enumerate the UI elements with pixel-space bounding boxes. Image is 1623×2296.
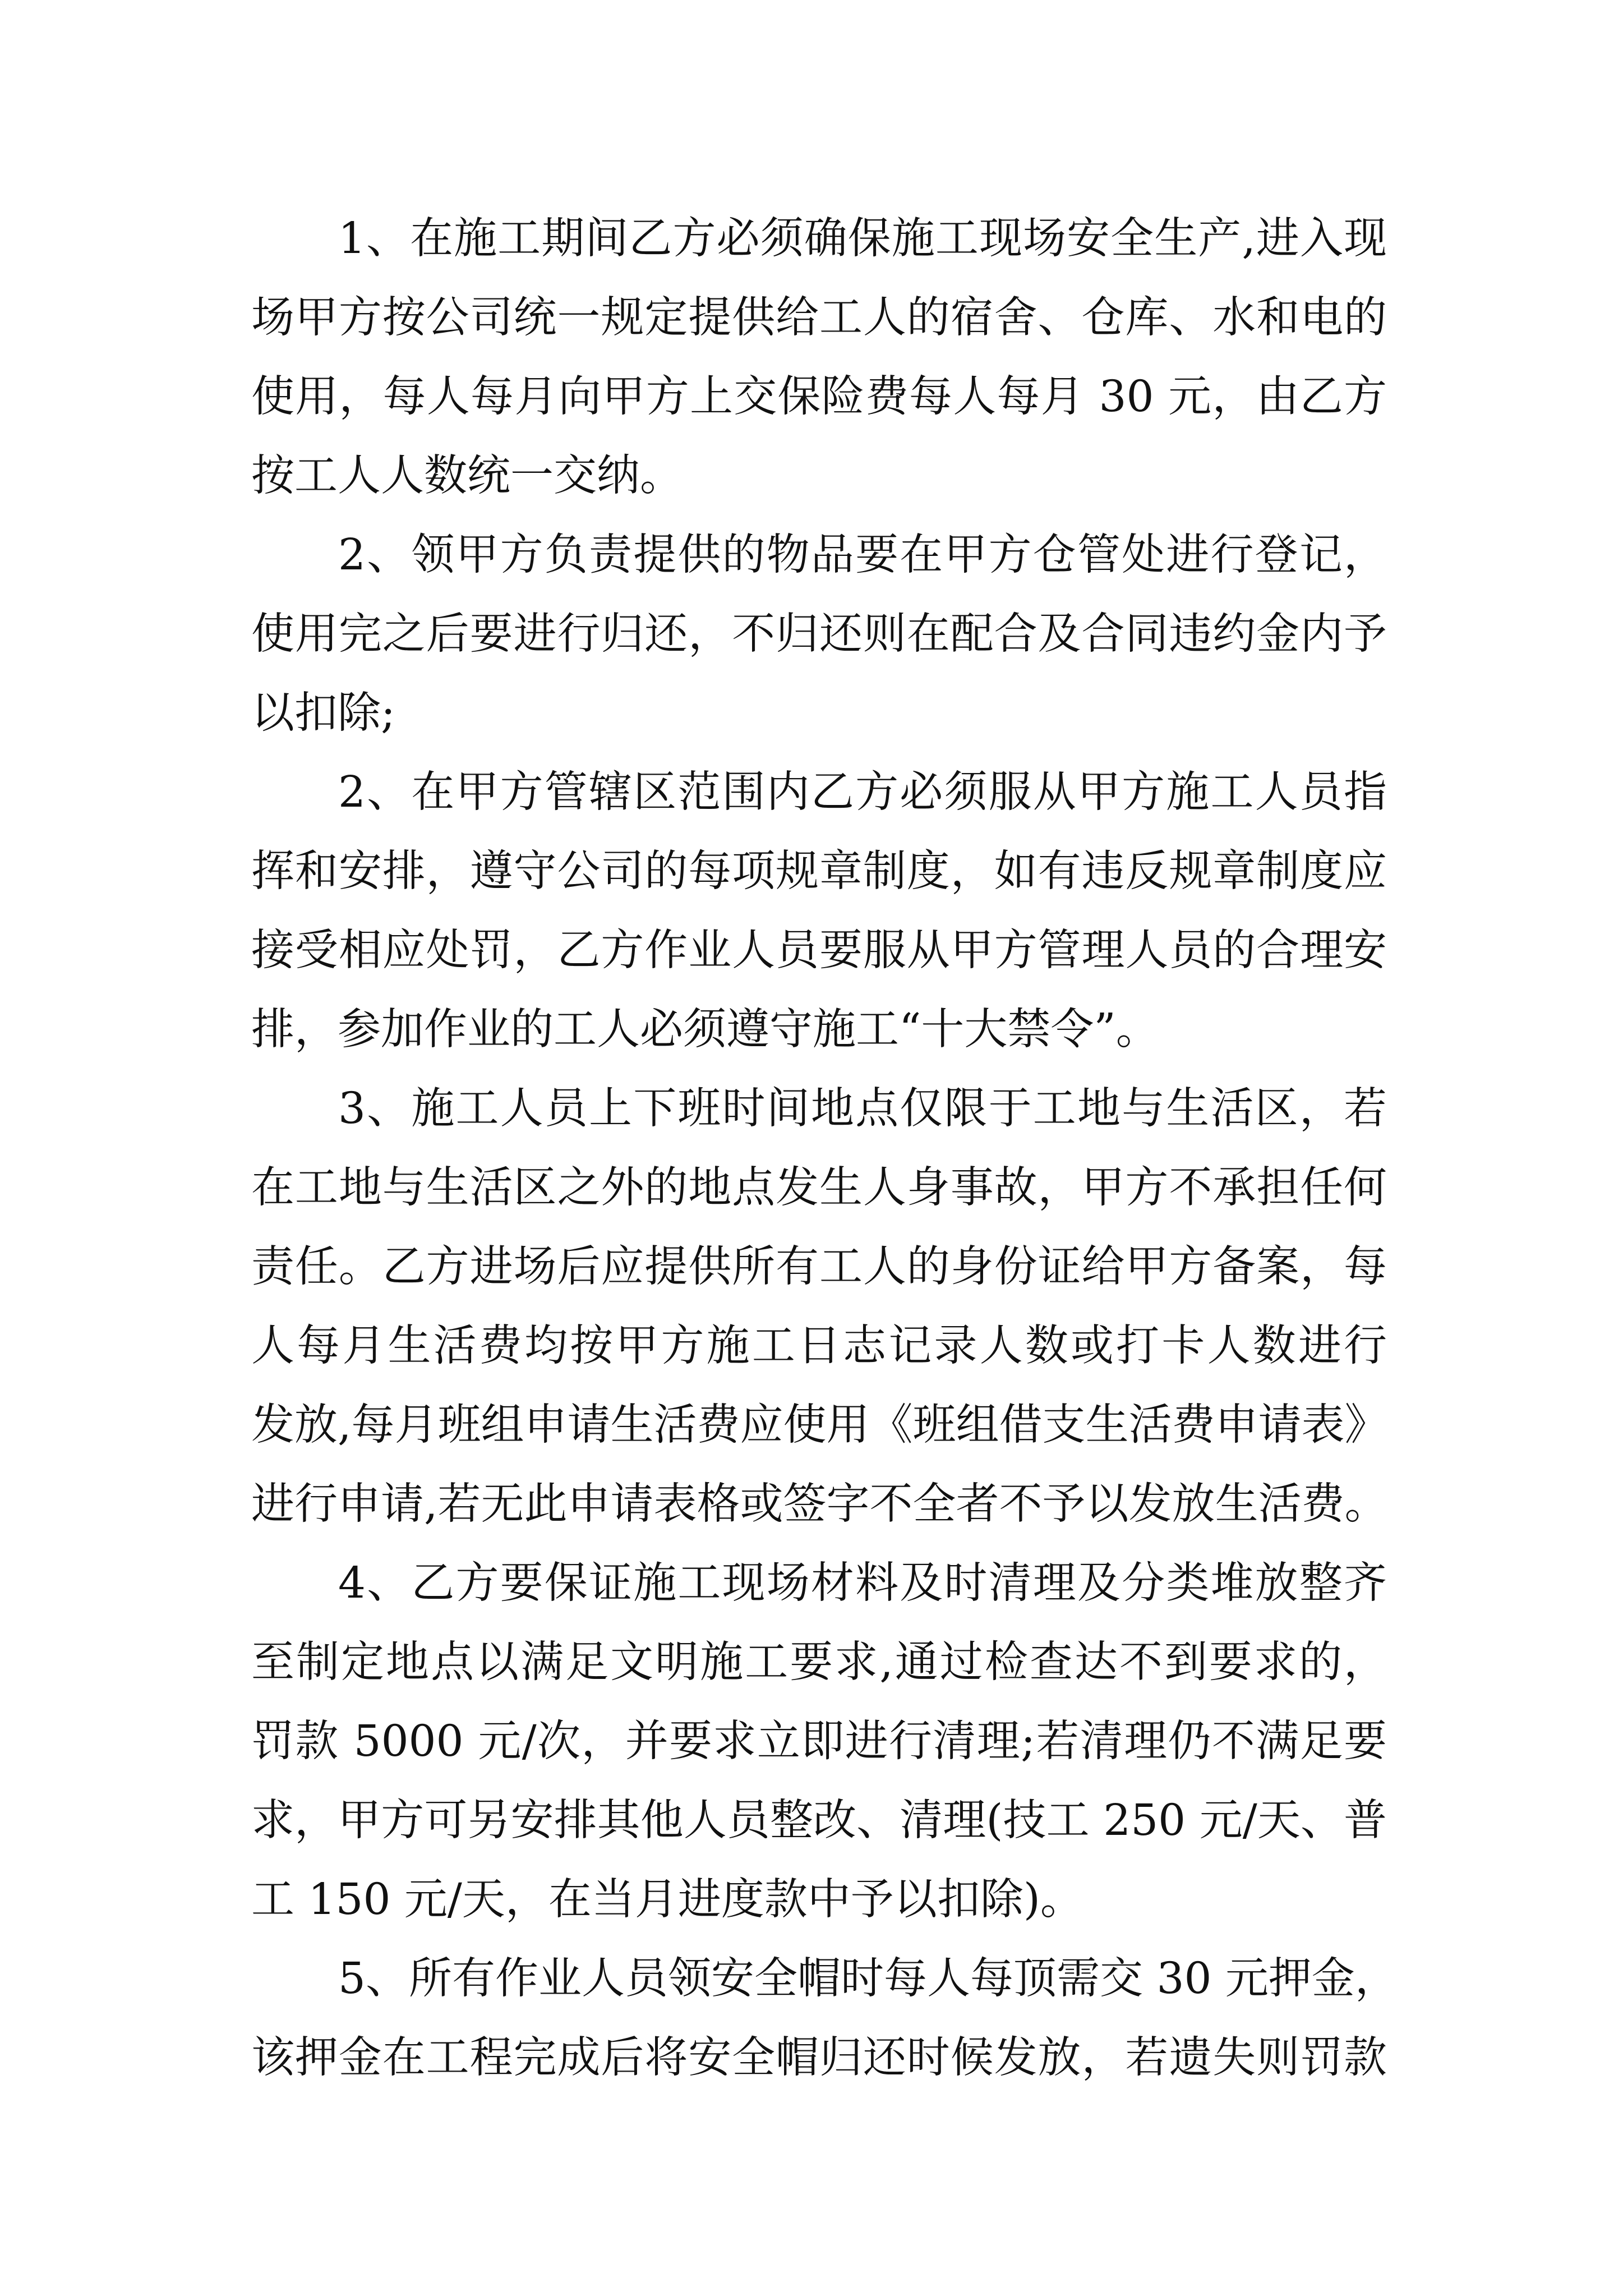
text-line: 接受相应处罚，乙方作业人员要服从甲方管理人员的合理安 xyxy=(251,926,1387,976)
text-line: 1、在施工期间乙方必须确保施工现场安全生产,进入现 xyxy=(338,214,1387,264)
text-line: 挥和安排，遵守公司的每项规章制度，如有违反规章制度应 xyxy=(251,846,1387,896)
text-line: 该押金在工程完成后将安全帽归还时候发放，若遗失则罚款 xyxy=(251,2033,1387,2083)
text-line: 发放,每月班组申请生活费应使用《班组借支生活费申请表》 xyxy=(251,1400,1388,1450)
clause-1-paragraph xyxy=(251,199,1387,516)
text-line: 2、领甲方负责提供的物品要在甲方仓管处进行登记， xyxy=(338,530,1387,580)
text-line: 4、乙方要保证施工现场材料及时清理及分类堆放整齐 xyxy=(338,1558,1387,1608)
text-line: 2、在甲方管辖区范围内乙方必须服从甲方施工人员指 xyxy=(338,767,1387,817)
text-line: 至制定地点以满足文明施工要求,通过检查达不到要求的， xyxy=(251,1637,1387,1687)
text-line: 人每月生活费均按甲方施工日志记录人数或打卡人数进行 xyxy=(251,1321,1387,1371)
text-line: 以扣除; xyxy=(251,688,395,738)
text-line: 排，参加作业的工人必须遵守施工“十大禁令”。 xyxy=(251,1005,1159,1055)
clause-3-paragraph xyxy=(251,1069,1387,1544)
document-body xyxy=(251,199,1398,2097)
clause-4-paragraph xyxy=(251,1544,1387,1939)
text-line: 进行申请,若无此申请表格或签字不全者不予以发放生活费。 xyxy=(251,1479,1388,1529)
text-line: 工 150 元/天，在当月进度款中予以扣除)。 xyxy=(251,1875,1083,1925)
clause-2b-paragraph xyxy=(251,753,1387,1069)
text-line: 求，甲方可另安排其他人员整改、清理(技工 250 元/天、普 xyxy=(251,1796,1387,1846)
text-line: 场甲方按公司统一规定提供给工人的宿舍、仓库、水和电的 xyxy=(251,293,1387,343)
text-line: 5、所有作业人员领安全帽时每人每顶需交 30 元押金， xyxy=(338,1954,1398,2004)
text-line: 使用完之后要进行归还，不归还则在配合及合同违约金内予 xyxy=(251,609,1387,659)
clause-2a-paragraph xyxy=(251,516,1387,753)
text-line: 使用，每人每月向甲方上交保险费每人每月 30 元，由乙方 xyxy=(251,372,1387,422)
clause-5-paragraph xyxy=(251,1939,1398,2097)
text-line: 3、施工人员上下班时间地点仅限于工地与生活区，若 xyxy=(338,1084,1387,1134)
text-line: 罚款 5000 元/次，并要求立即进行清理;若清理仍不满足要 xyxy=(251,1717,1387,1766)
text-line: 责任。乙方进场后应提供所有工人的身份证给甲方备案，每 xyxy=(251,1242,1387,1292)
text-line: 按工人人数统一交纳。 xyxy=(251,451,683,501)
text-line: 在工地与生活区之外的地点发生人身事故，甲方不承担任何 xyxy=(251,1163,1387,1213)
